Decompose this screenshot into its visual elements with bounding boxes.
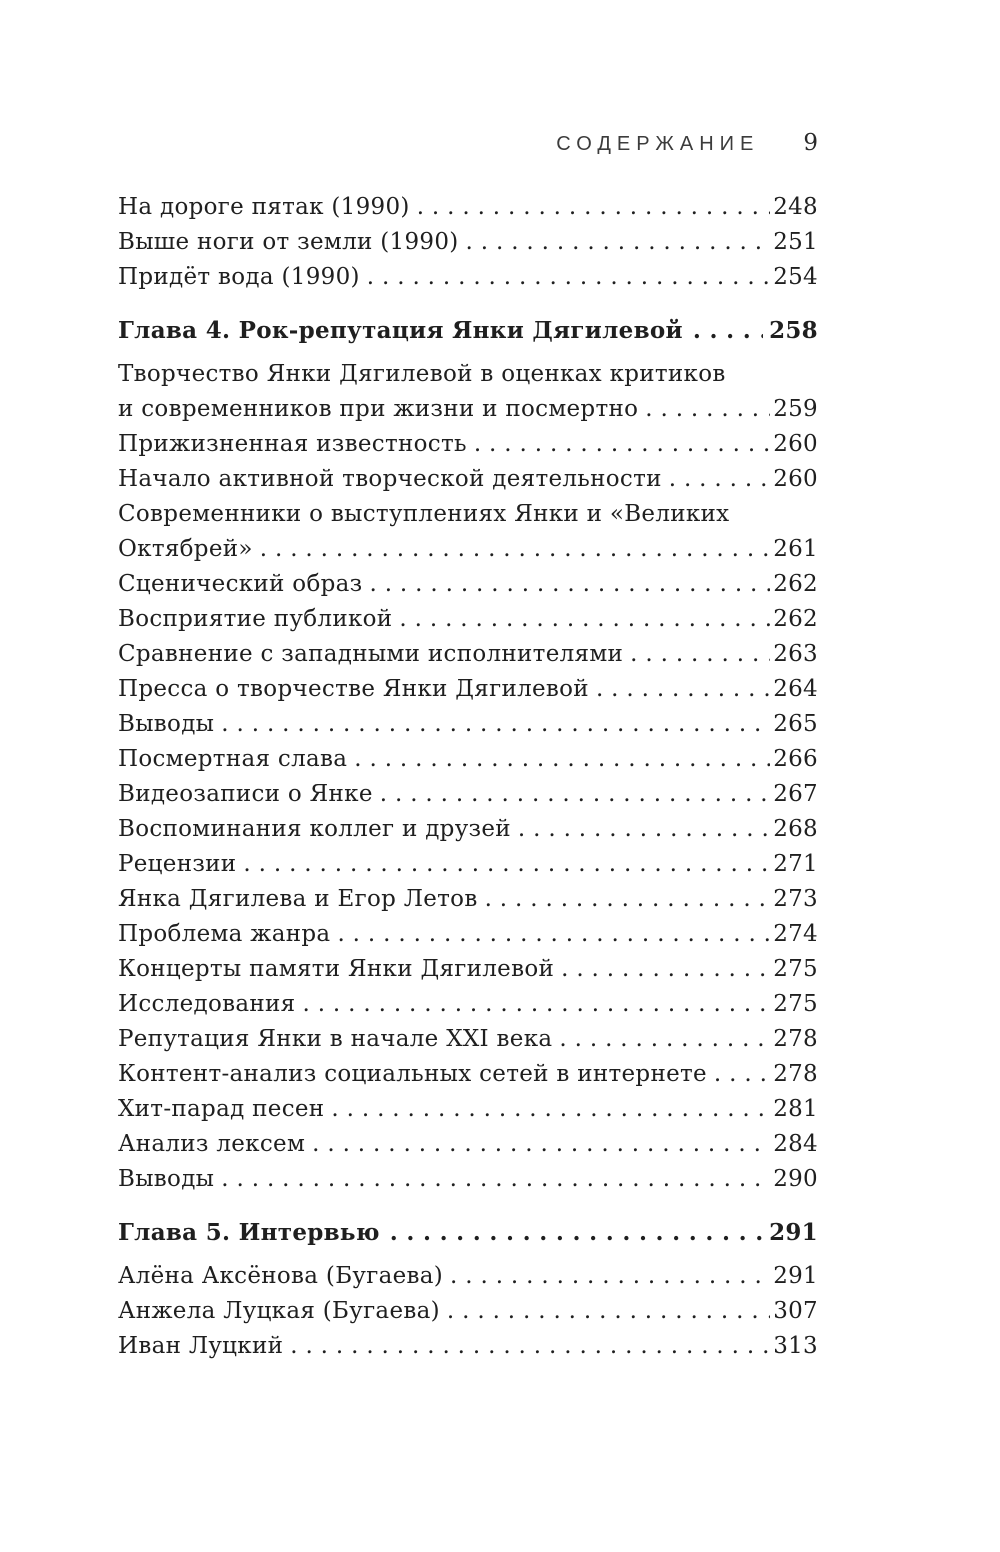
entry-page-number: 265 bbox=[773, 711, 818, 737]
entry-row bbox=[118, 917, 818, 952]
toc-entry bbox=[118, 917, 818, 952]
entry-row bbox=[118, 1329, 818, 1364]
dot-leader bbox=[260, 532, 770, 567]
entry-row bbox=[118, 672, 818, 707]
entry-row bbox=[118, 462, 818, 497]
entry-title: Янка Дягилева и Егор Летов bbox=[118, 886, 478, 912]
toc-entry bbox=[118, 260, 818, 295]
entry-row bbox=[118, 1259, 818, 1294]
entry-row bbox=[118, 637, 818, 672]
toc-entry bbox=[118, 847, 818, 882]
toc-entry bbox=[118, 882, 818, 917]
dot-leader bbox=[380, 777, 770, 812]
toc-list bbox=[118, 190, 818, 1364]
entry-row bbox=[118, 812, 818, 847]
toc-entry bbox=[118, 1294, 818, 1329]
toc-entry bbox=[118, 602, 818, 637]
entry-title: На дороге пятак (1990) bbox=[118, 194, 410, 220]
entry-title: Рецензии bbox=[118, 851, 237, 877]
entry-row bbox=[118, 225, 818, 260]
dot-leader bbox=[669, 462, 770, 497]
entry-title: Выше ноги от земли (1990) bbox=[118, 229, 459, 255]
toc-entry bbox=[118, 1127, 818, 1162]
entry-row bbox=[118, 742, 818, 777]
dot-leader bbox=[243, 847, 770, 882]
entry-title: Сравнение с западными исполнителями bbox=[118, 641, 624, 667]
toc-entry bbox=[118, 462, 818, 497]
entry-page-number: 291 bbox=[773, 1263, 818, 1289]
dot-leader bbox=[474, 427, 770, 462]
entry-row bbox=[118, 987, 818, 1022]
entry-page-number: 278 bbox=[773, 1061, 818, 1087]
entry-page-number: 313 bbox=[773, 1333, 818, 1359]
entry-title: Выводы bbox=[118, 711, 215, 737]
entry-title: Видеозаписи о Янке bbox=[118, 781, 373, 807]
entry-title: Иван Луцкий bbox=[118, 1333, 284, 1359]
entry-page-number: 290 bbox=[773, 1166, 818, 1192]
toc-entry bbox=[118, 777, 818, 812]
toc-chapter-entry bbox=[118, 1215, 818, 1250]
entry-title: Октябрей» bbox=[118, 536, 253, 562]
entry-row bbox=[118, 952, 818, 987]
entry-row bbox=[118, 882, 818, 917]
toc-entry bbox=[118, 1259, 818, 1294]
entry-page-number: 251 bbox=[773, 229, 818, 255]
dot-leader bbox=[369, 567, 770, 602]
dot-leader bbox=[312, 1127, 770, 1162]
dot-leader bbox=[485, 882, 771, 917]
toc-entry bbox=[118, 567, 818, 602]
entry-row bbox=[118, 567, 818, 602]
entry-page-number: 254 bbox=[773, 264, 818, 290]
entry-title: Глава 5. Интервью bbox=[118, 1219, 380, 1246]
entry-title: Придёт вода (1990) bbox=[118, 264, 360, 290]
entry-title: Анжела Луцкая (Бугаева) bbox=[118, 1298, 440, 1324]
entry-row bbox=[118, 427, 818, 462]
dot-leader bbox=[450, 1259, 770, 1294]
page-header bbox=[118, 130, 818, 156]
entry-title-line: Современники о выступлениях Янки и «Великих bbox=[118, 501, 730, 527]
dot-leader bbox=[290, 1329, 770, 1364]
entry-page-number: 262 bbox=[773, 571, 818, 597]
toc-entry bbox=[118, 637, 818, 672]
dot-leader bbox=[447, 1294, 770, 1329]
dot-leader bbox=[367, 260, 770, 295]
toc-entry bbox=[118, 672, 818, 707]
dot-leader bbox=[417, 190, 771, 225]
entry-page-number: 263 bbox=[773, 641, 818, 667]
entry-row bbox=[118, 1057, 818, 1092]
dot-leader bbox=[390, 1215, 763, 1250]
entry-page-number: 275 bbox=[773, 956, 818, 982]
dot-leader bbox=[518, 812, 770, 847]
toc-entry bbox=[118, 427, 818, 462]
entry-page-number: 264 bbox=[773, 676, 818, 702]
toc-chapter-entry bbox=[118, 313, 818, 348]
toc-entry bbox=[118, 1162, 818, 1197]
entry-page-number: 284 bbox=[773, 1131, 818, 1157]
entry-row bbox=[118, 392, 818, 427]
toc-entry bbox=[118, 190, 818, 225]
toc-entry bbox=[118, 707, 818, 742]
dot-leader bbox=[630, 637, 770, 672]
entry-title: Прижизненная известность bbox=[118, 431, 467, 457]
dot-leader bbox=[693, 313, 763, 348]
entry-title: Выводы bbox=[118, 1166, 215, 1192]
entry-title: и современников при жизни и посмертно bbox=[118, 396, 639, 422]
entry-title: Посмертная слава bbox=[118, 746, 348, 772]
entry-row bbox=[118, 1162, 818, 1197]
entry-title: Контент-анализ социальных сетей в интернете bbox=[118, 1061, 707, 1087]
entry-row bbox=[118, 260, 818, 295]
entry-row bbox=[118, 1294, 818, 1329]
entry-title-line: Творчество Янки Дягилевой в оценках критиков bbox=[118, 361, 726, 387]
dot-leader bbox=[354, 742, 770, 777]
entry-title: Восприятие публикой bbox=[118, 606, 393, 632]
toc-entry bbox=[118, 952, 818, 987]
toc-entry bbox=[118, 742, 818, 777]
dot-leader bbox=[399, 602, 770, 637]
toc-entry bbox=[118, 1057, 818, 1092]
entry-row bbox=[118, 532, 818, 567]
entry-row bbox=[118, 190, 818, 225]
dot-leader bbox=[596, 672, 770, 707]
entry-row bbox=[118, 313, 818, 348]
entry-title: Исследования bbox=[118, 991, 296, 1017]
entry-title: Глава 4. Рок-репутация Янки Дягилевой bbox=[118, 317, 683, 344]
entry-row bbox=[118, 1127, 818, 1162]
entry-title: Репутация Янки в начале XXI века bbox=[118, 1026, 553, 1052]
dot-leader bbox=[331, 1092, 770, 1127]
entry-page-number: 291 bbox=[769, 1219, 818, 1246]
entry-page-number: 259 bbox=[773, 396, 818, 422]
entry-page-number: 268 bbox=[773, 816, 818, 842]
entry-page-number: 262 bbox=[773, 606, 818, 632]
toc-entry bbox=[118, 1329, 818, 1364]
folio-page-number: 9 bbox=[803, 130, 818, 156]
toc-entry bbox=[118, 812, 818, 847]
dot-leader bbox=[302, 987, 770, 1022]
entry-title: Концерты памяти Янки Дягилевой bbox=[118, 956, 555, 982]
entry-page-number: 248 bbox=[773, 194, 818, 220]
entry-page-number: 258 bbox=[769, 317, 818, 344]
entry-title: Сценический образ bbox=[118, 571, 363, 597]
entry-page-number: 261 bbox=[773, 536, 818, 562]
dot-leader bbox=[714, 1057, 770, 1092]
toc-entry bbox=[118, 1092, 818, 1127]
entry-page-number: 307 bbox=[773, 1298, 818, 1324]
dot-leader bbox=[466, 225, 771, 260]
toc-entry bbox=[118, 987, 818, 1022]
entry-row bbox=[118, 1022, 818, 1057]
entry-page-number: 260 bbox=[773, 431, 818, 457]
entry-page-number: 267 bbox=[773, 781, 818, 807]
entry-page-number: 281 bbox=[773, 1096, 818, 1122]
running-title: СОДЕРЖАНИЕ bbox=[556, 133, 760, 155]
dot-leader bbox=[561, 952, 770, 987]
entry-title: Хит-парад песен bbox=[118, 1096, 325, 1122]
entry-row bbox=[118, 602, 818, 637]
toc-entry bbox=[118, 357, 818, 427]
entry-row bbox=[118, 1092, 818, 1127]
entry-page-number: 260 bbox=[773, 466, 818, 492]
entry-page-number: 271 bbox=[773, 851, 818, 877]
entry-title: Алёна Аксёнова (Бугаева) bbox=[118, 1263, 444, 1289]
entry-row bbox=[118, 777, 818, 812]
entry-title: Пресса о творчестве Янки Дягилевой bbox=[118, 676, 589, 702]
entry-row bbox=[118, 847, 818, 882]
entry-page-number: 266 bbox=[773, 746, 818, 772]
dot-leader bbox=[645, 392, 770, 427]
dot-leader bbox=[221, 1162, 770, 1197]
entry-title: Проблема жанра bbox=[118, 921, 331, 947]
entry-title: Воспоминания коллег и друзей bbox=[118, 816, 511, 842]
entry-row bbox=[118, 707, 818, 742]
entry-page-number: 273 bbox=[773, 886, 818, 912]
toc-entry bbox=[118, 225, 818, 260]
entry-title: Начало активной творческой деятельности bbox=[118, 466, 662, 492]
dot-leader bbox=[337, 917, 770, 952]
toc-entry bbox=[118, 497, 818, 567]
dot-leader bbox=[559, 1022, 770, 1057]
entry-row bbox=[118, 1215, 818, 1250]
dot-leader bbox=[221, 707, 770, 742]
entry-page-number: 274 bbox=[773, 921, 818, 947]
entry-title: Анализ лексем bbox=[118, 1131, 306, 1157]
entry-page-number: 275 bbox=[773, 991, 818, 1017]
toc-entry bbox=[118, 1022, 818, 1057]
entry-page-number: 278 bbox=[773, 1026, 818, 1052]
